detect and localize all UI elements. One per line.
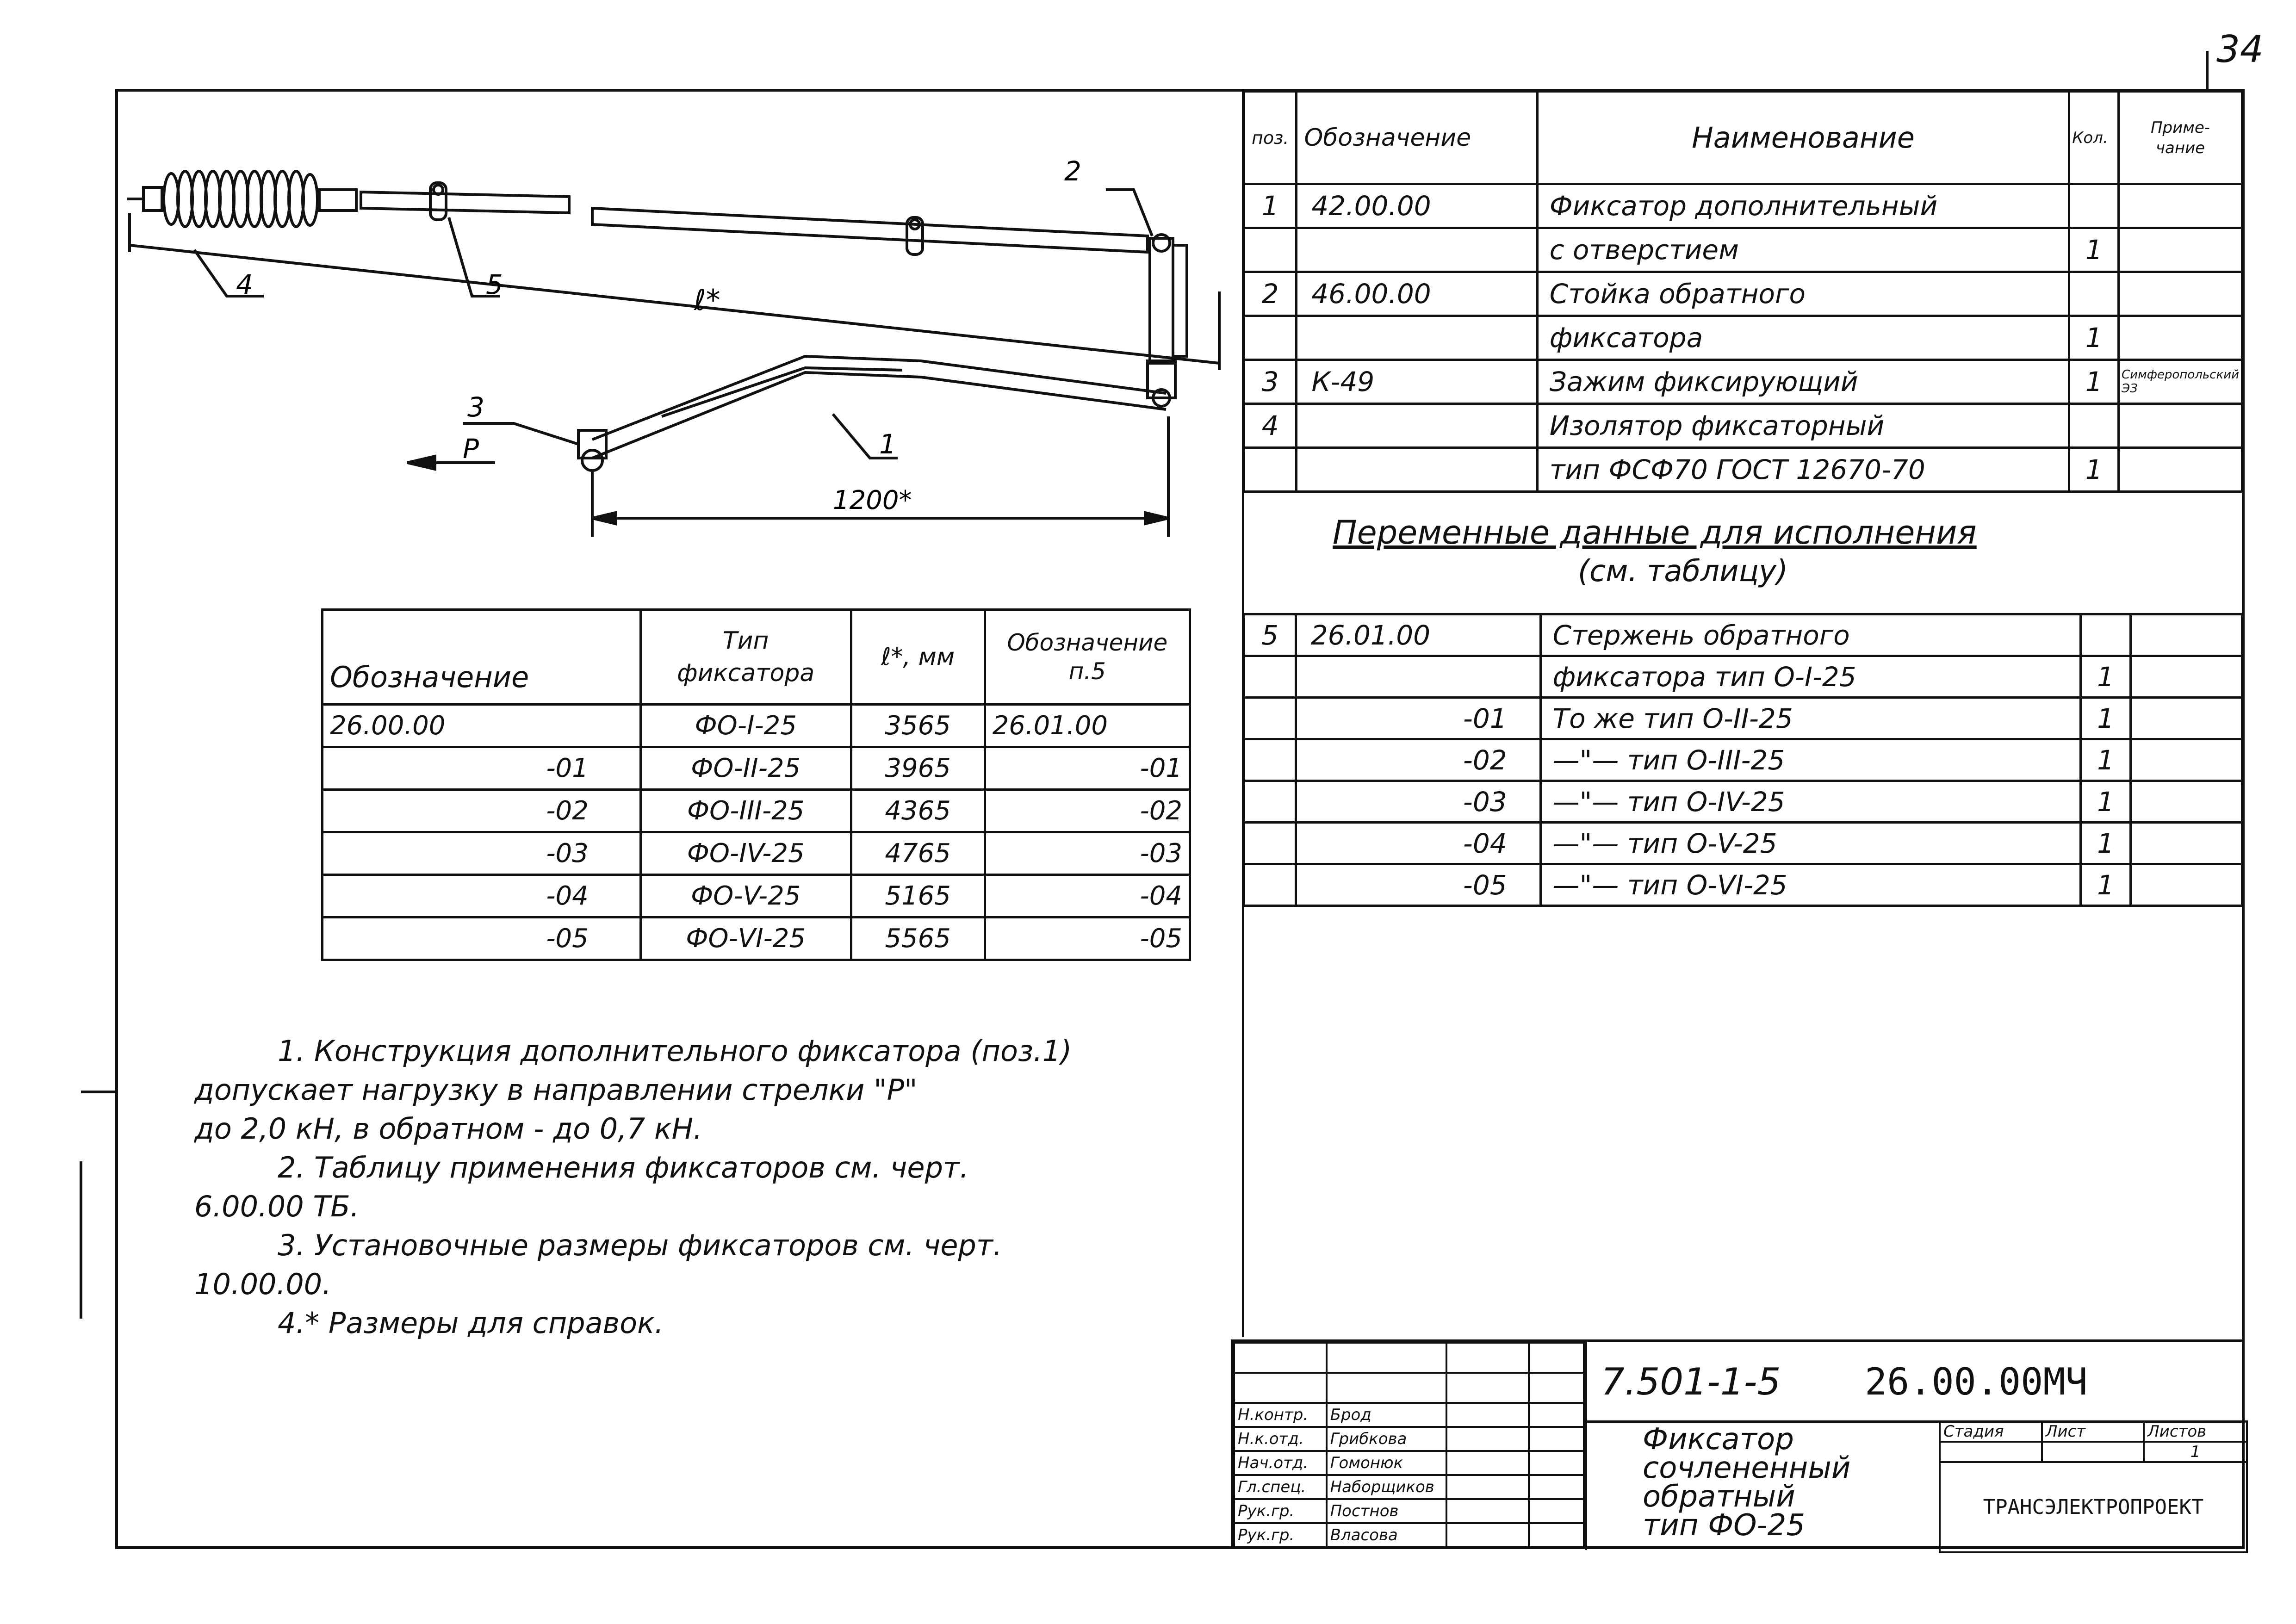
cell: То же тип О-II-25: [1540, 698, 2081, 739]
note-line: 6.00.00 ТБ.: [194, 1190, 360, 1223]
variants-table: [321, 608, 1191, 961]
cell: Власова: [1327, 1523, 1447, 1547]
header-name: Наименование: [1537, 92, 2069, 184]
organization: ТРАНСЭЛЕКТРОПРОЕКТ: [1940, 1462, 2247, 1552]
cell: 4: [1244, 404, 1297, 448]
table-row: [1244, 228, 2242, 272]
table-row: [1244, 698, 2242, 739]
cell: Стержень обратного: [1540, 614, 2081, 656]
signature-row: [1234, 1475, 1584, 1499]
header-note-line2: чание: [2155, 138, 2205, 157]
cell: с отверстием: [1537, 228, 2069, 272]
cell: Гомонюк: [1327, 1451, 1447, 1475]
table-row: [1244, 404, 2242, 448]
cell: —"— тип О-V-25: [1540, 823, 2081, 864]
cell: [1244, 448, 1297, 492]
cell: [2119, 448, 2242, 492]
variants-header-type: [640, 610, 851, 705]
title-line: тип ФО-25: [1643, 1508, 1806, 1543]
cell: [1244, 739, 1296, 781]
sheet-number: 34: [2216, 28, 2264, 71]
signature-row: [1234, 1451, 1584, 1475]
cell: -04: [985, 875, 1190, 917]
cell: 1: [2081, 656, 2131, 698]
header-designation: Обозначение: [1297, 92, 1537, 184]
cell: [1297, 404, 1537, 448]
cell: -05: [985, 917, 1190, 960]
cell: -04: [1296, 823, 1540, 864]
cell: 1: [2081, 698, 2131, 739]
cell: 3: [1244, 360, 1297, 404]
signature-body: [1234, 1403, 1584, 1547]
cell: [1297, 316, 1537, 360]
note-line: 1. Конструкция дополнительного фиксатора (поз.1): [278, 1034, 1072, 1068]
cell: 1: [2081, 864, 2131, 906]
cell: 5165: [851, 875, 985, 917]
cell: [2119, 272, 2242, 316]
cell: 3565: [851, 705, 985, 747]
cell: -01: [1296, 698, 1540, 739]
cell: ФО-III-25: [640, 790, 851, 832]
title-line: сочлененный: [1643, 1451, 1851, 1485]
cell: [2131, 823, 2242, 864]
dimension-1200: 1200*: [833, 485, 912, 515]
cell: [1296, 656, 1540, 698]
table-row: [1244, 360, 2242, 404]
table-row: [323, 875, 1190, 917]
table-row: [323, 790, 1190, 832]
note-line: 3. Установочные размеры фиксаторов см. черт.: [278, 1228, 1002, 1262]
cell: [2131, 656, 2242, 698]
cell: Симферопольский ЭЗ: [2119, 360, 2242, 404]
cell: -02: [985, 790, 1190, 832]
cell: ФО-VI-25: [640, 917, 851, 960]
signature-table: [1233, 1342, 1585, 1548]
dimension-l: ℓ*: [694, 283, 720, 317]
variable-data-subtitle: (см. таблицу): [1578, 554, 1788, 589]
cell: 42.00.00: [1297, 184, 1537, 228]
variable-body: [1244, 614, 2242, 906]
cell: —"— тип О-VI-25: [1540, 864, 2081, 906]
signature-row: [1234, 1499, 1584, 1523]
stage-label: Стадия: [1940, 1421, 2042, 1442]
variants-header-type-line2: фиксатора: [677, 659, 815, 687]
cell: 4765: [851, 832, 985, 875]
cell: Рук.гр.: [1234, 1499, 1327, 1523]
cell: [1244, 781, 1296, 823]
variants-header-length: ℓ*, мм: [851, 610, 985, 705]
cell: [1244, 823, 1296, 864]
variants-header-pos5-line1: Обозначение: [1007, 629, 1168, 656]
cell: ФО-II-25: [640, 747, 851, 790]
signature-row: [1234, 1523, 1584, 1547]
cell: фиксатора: [1537, 316, 2069, 360]
cell: Изолятор фиксаторный: [1537, 404, 2069, 448]
cell: 5: [1244, 614, 1296, 656]
cell: -03: [985, 832, 1190, 875]
cell: [2131, 781, 2242, 823]
cell: [2119, 404, 2242, 448]
cell: 26.01.00: [985, 705, 1190, 747]
cell: [2069, 184, 2119, 228]
note-line: 4.* Размеры для справок.: [278, 1306, 664, 1340]
variable-data-title: Переменные данные для исполнения: [1333, 514, 1977, 552]
title-right: [1585, 1342, 2246, 1550]
cell: К-49: [1297, 360, 1537, 404]
signature-row: [1234, 1427, 1584, 1451]
callout-5: 5: [486, 269, 503, 300]
signature-row: [1234, 1403, 1584, 1427]
callout-3: 3: [467, 391, 484, 423]
cell: -03: [1296, 781, 1540, 823]
cell: Постнов: [1327, 1499, 1447, 1523]
cell: -02: [323, 790, 641, 832]
sheets-label: Листов: [2144, 1421, 2247, 1442]
table-row: [323, 917, 1190, 960]
table-row: [1244, 864, 2242, 906]
table-row: [1244, 739, 2242, 781]
cell: [1244, 228, 1297, 272]
cell: Наборщиков: [1327, 1475, 1447, 1499]
cell: -05: [1296, 864, 1540, 906]
cell: 1: [2069, 316, 2119, 360]
cell: 2: [1244, 272, 1297, 316]
cell: [1244, 698, 1296, 739]
cell: ФО-I-25: [640, 705, 851, 747]
cell: 1: [2069, 228, 2119, 272]
table-row: [1244, 823, 2242, 864]
cell: —"— тип О-III-25: [1540, 739, 2081, 781]
header-note-line1: Приме-: [2150, 118, 2210, 137]
cell: Зажим фиксирующий: [1537, 360, 2069, 404]
cell: [1297, 448, 1537, 492]
table-row: [1244, 184, 2242, 228]
title-line: обратный: [1643, 1480, 1795, 1514]
stage-table: [1939, 1420, 2248, 1553]
note-line: 2. Таблицу применения фиксаторов см. черт.: [278, 1151, 969, 1184]
variants-body: [323, 705, 1190, 960]
note-line: до 2,0 кН, в обратном - до 0,7 кН.: [194, 1112, 702, 1146]
cell: -03: [323, 832, 641, 875]
table-row: [1244, 448, 2242, 492]
cell: Фиксатор дополнительный: [1537, 184, 2069, 228]
callout-1: 1: [879, 428, 896, 460]
header-pos: поз.: [1244, 92, 1297, 184]
table-row: [1244, 781, 2242, 823]
cell: Грибкова: [1327, 1427, 1447, 1451]
cell: -01: [323, 747, 641, 790]
cell: 3965: [851, 747, 985, 790]
table-row: [323, 705, 1190, 747]
table-row: [1244, 614, 2242, 656]
cell: 46.00.00: [1297, 272, 1537, 316]
cell: Стойка обратного: [1537, 272, 2069, 316]
callout-4: 4: [236, 269, 253, 300]
force-label: P: [463, 433, 479, 465]
fixator-drawing: [111, 139, 1268, 555]
cell: Рук.гр.: [1234, 1523, 1327, 1547]
callout-2: 2: [1064, 155, 1081, 187]
header-note: [2119, 92, 2242, 184]
cell: -02: [1296, 739, 1540, 781]
document-number: 26.00.00МЧ: [1865, 1360, 2088, 1403]
cell: 1: [2081, 739, 2131, 781]
specification-table: [1243, 90, 2243, 493]
cell: 1: [2069, 448, 2119, 492]
sheets-value: 1: [2144, 1442, 2247, 1462]
table-row: [323, 747, 1190, 790]
cell: ФО-IV-25: [640, 832, 851, 875]
cell: 4365: [851, 790, 985, 832]
header-qty: Кол.: [2069, 92, 2119, 184]
cell: [2131, 698, 2242, 739]
cell: фиксатора тип О-I-25: [1540, 656, 2081, 698]
cell: [2069, 272, 2119, 316]
cell: Н.контр.: [1234, 1403, 1327, 1427]
variable-data-table: [1243, 613, 2243, 907]
cell: [2131, 739, 2242, 781]
cell: тип ФСФ70 ГОСТ 12670-70: [1537, 448, 2069, 492]
title-line: Фиксатор: [1643, 1422, 1794, 1457]
cell: 5565: [851, 917, 985, 960]
cell: Нач.отд.: [1234, 1451, 1327, 1475]
drawing-code: 7.501-1-5: [1601, 1360, 1781, 1403]
cell: [1244, 864, 1296, 906]
cell: [1244, 656, 1296, 698]
variants-header-type-line1: Тип: [722, 627, 769, 655]
cell: Н.к.отд.: [1234, 1427, 1327, 1451]
cell: [2119, 316, 2242, 360]
cell: Гл.спец.: [1234, 1475, 1327, 1499]
cell: [1297, 228, 1537, 272]
cell: ФО-V-25: [640, 875, 851, 917]
note-line: 10.00.00.: [194, 1267, 331, 1301]
cell: [2069, 404, 2119, 448]
insulator-sheds: [164, 171, 317, 227]
cell: 1: [2069, 360, 2119, 404]
table-row: [1244, 272, 2242, 316]
cell: [2131, 614, 2242, 656]
sheet-label: Лист: [2042, 1421, 2144, 1442]
cell: [2119, 184, 2242, 228]
cell: [2119, 228, 2242, 272]
table-row: [1244, 656, 2242, 698]
variants-header-pos5-line2: п.5: [1068, 658, 1106, 685]
cell: 26.01.00: [1296, 614, 1540, 656]
cell: [2081, 614, 2131, 656]
document-title: [1643, 1422, 1851, 1543]
table-row: [323, 832, 1190, 875]
cell: 1: [2081, 781, 2131, 823]
cell: [2131, 864, 2242, 906]
cell: [1244, 316, 1297, 360]
cell: Брод: [1327, 1403, 1447, 1427]
notes-block: [194, 1032, 1072, 1343]
cell: 1: [2081, 823, 2131, 864]
cell: —"— тип О-IV-25: [1540, 781, 2081, 823]
cell: 26.00.00: [323, 705, 641, 747]
cell: -04: [323, 875, 641, 917]
variants-header-designation: Обозначение: [323, 610, 641, 705]
spec-body: [1244, 184, 2242, 492]
note-line: допускает нагрузку в направлении стрелки "Р": [194, 1073, 918, 1107]
cell: -05: [323, 917, 641, 960]
title-block: [1231, 1339, 2243, 1548]
variants-header-pos5: [985, 610, 1190, 705]
table-row: [1244, 316, 2242, 360]
cell: 1: [1244, 184, 1297, 228]
cell: -01: [985, 747, 1190, 790]
